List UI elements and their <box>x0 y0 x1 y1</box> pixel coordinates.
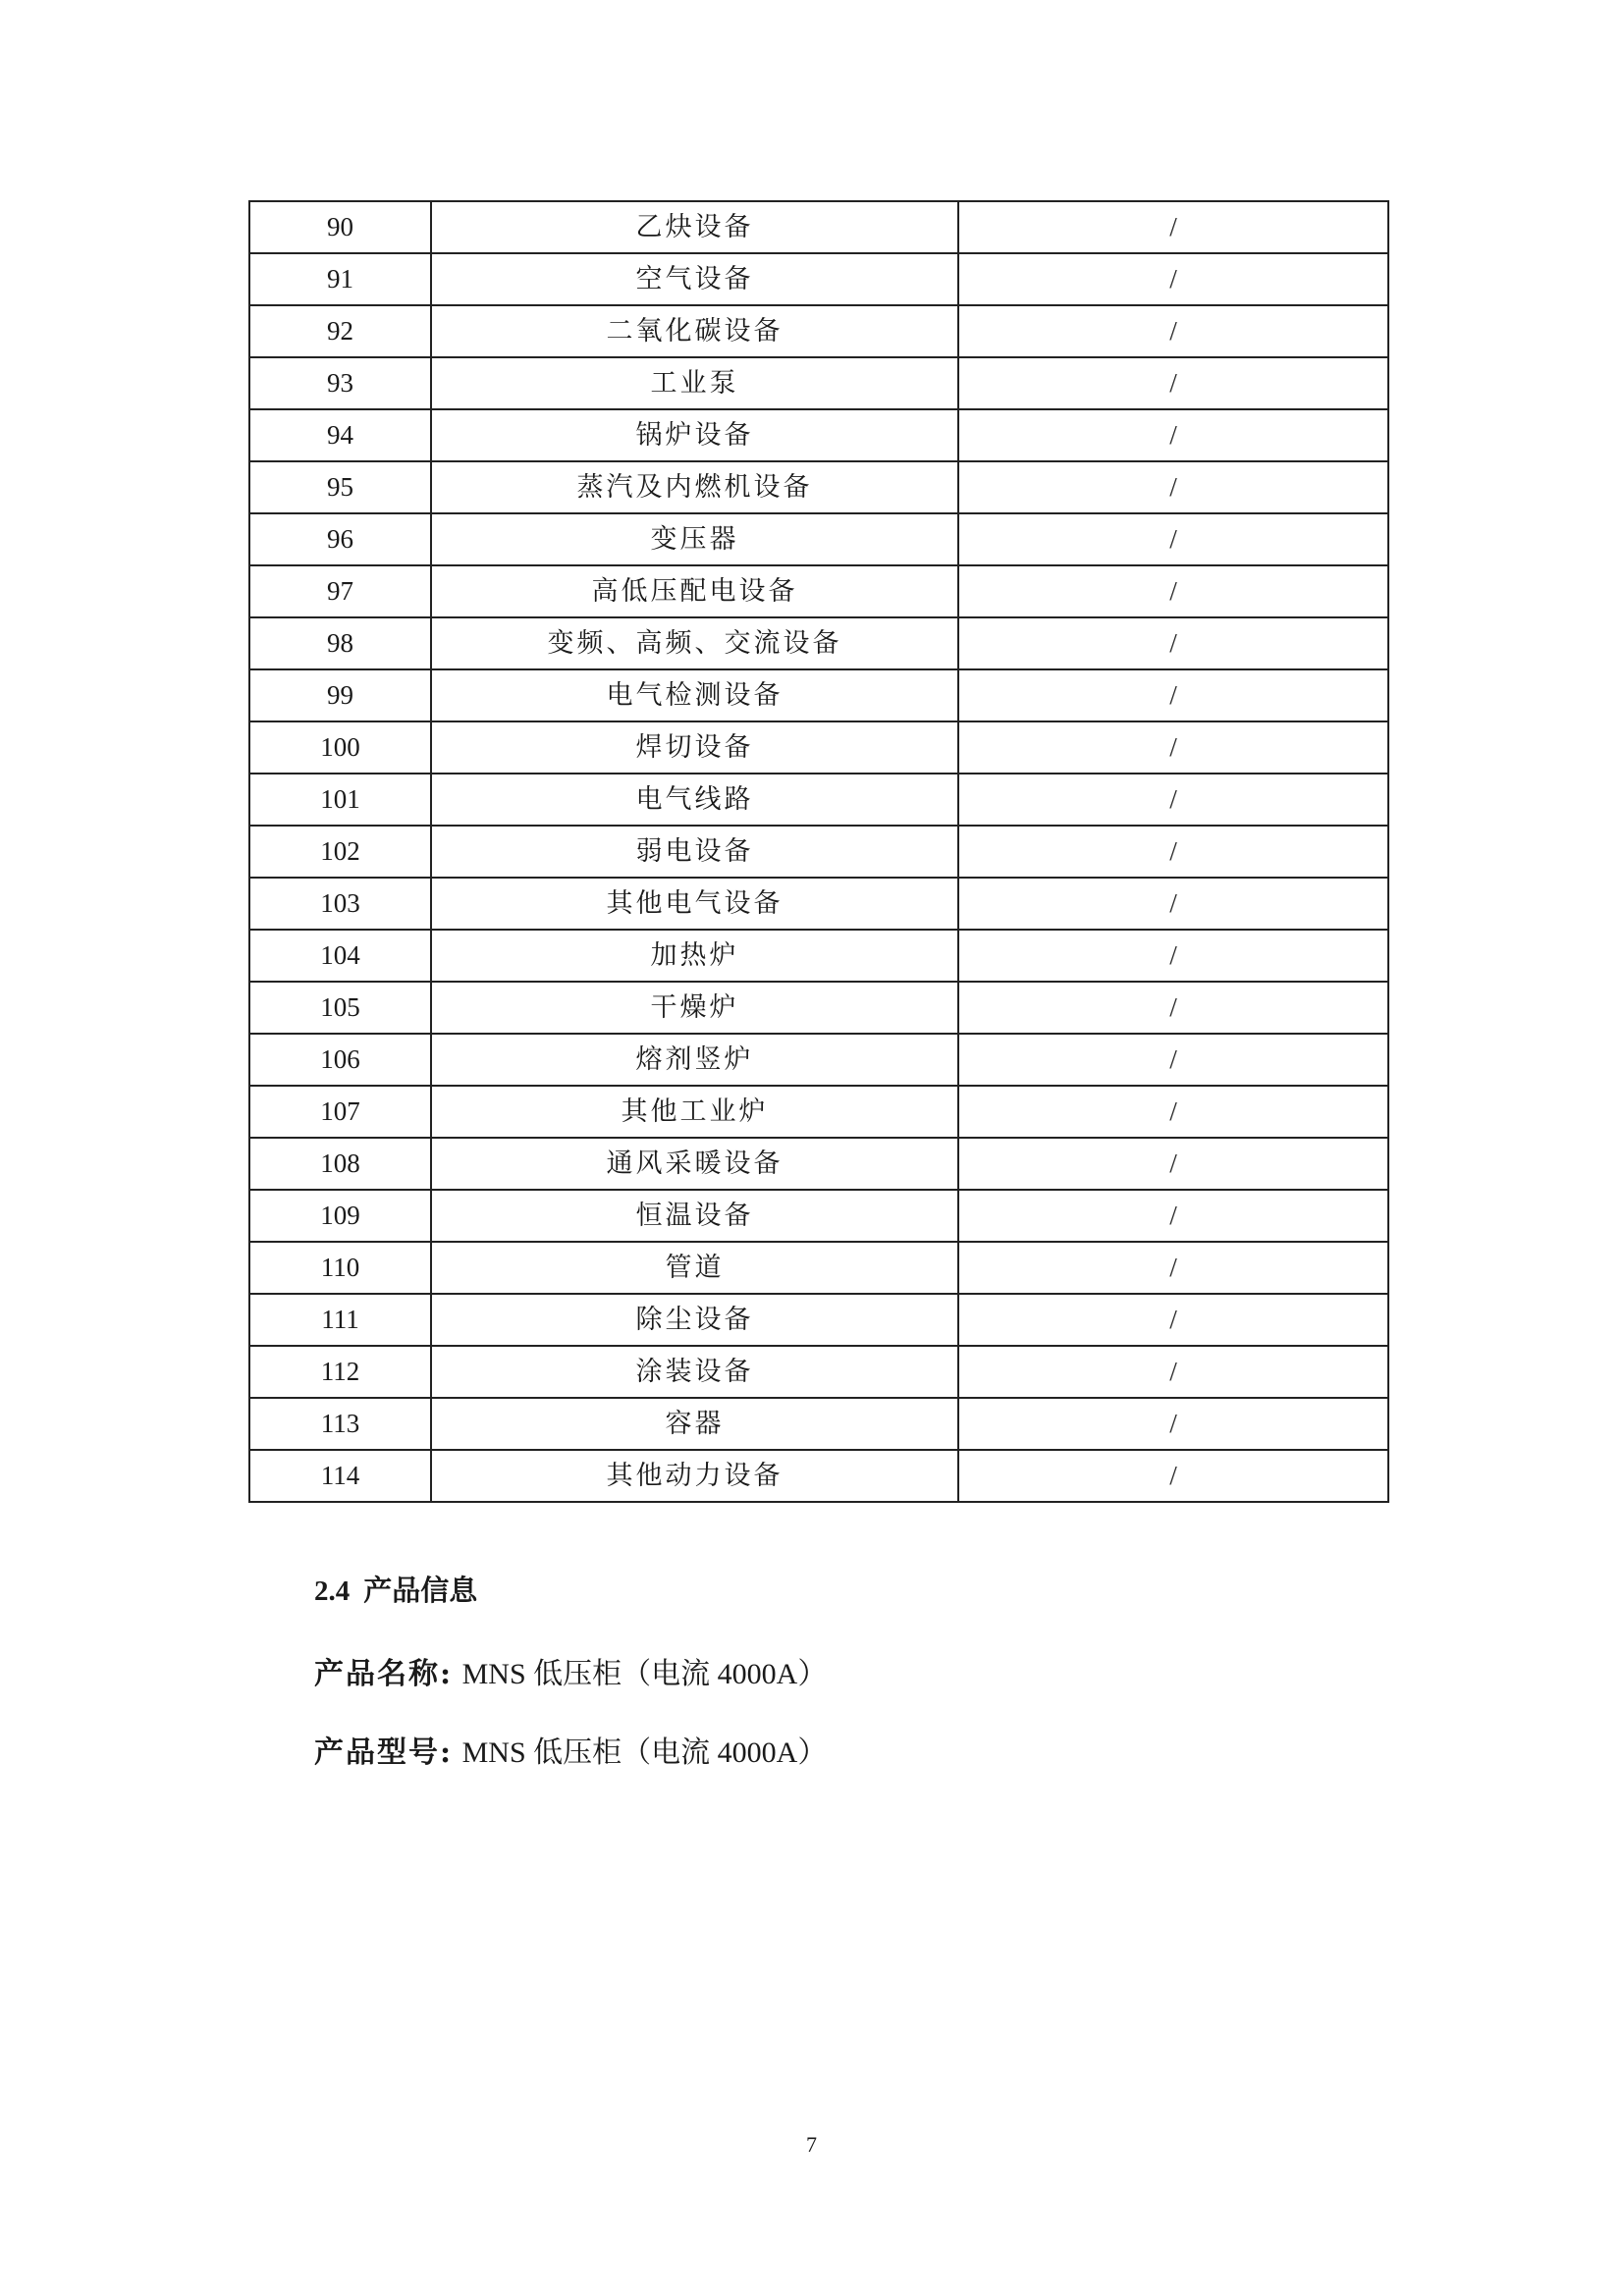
equipment-name-cell: 变压器 <box>431 513 958 565</box>
table-row <box>249 253 1388 305</box>
value-cell: / <box>958 1450 1388 1502</box>
row-number-cell: 100 <box>249 721 431 774</box>
equipment-name-cell: 容器 <box>431 1398 958 1450</box>
table-row <box>249 1086 1388 1138</box>
table-row <box>249 1346 1388 1398</box>
value-cell: / <box>958 565 1388 617</box>
equipment-name-cell: 乙炔设备 <box>431 201 958 253</box>
equipment-name-cell: 通风采暖设备 <box>431 1138 958 1190</box>
equipment-name-cell: 蒸汽及内燃机设备 <box>431 461 958 513</box>
value-cell: / <box>958 461 1388 513</box>
table-row <box>249 878 1388 930</box>
value-cell: / <box>958 409 1388 461</box>
value-cell: / <box>958 357 1388 409</box>
equipment-name-cell: 干燥炉 <box>431 982 958 1034</box>
row-number-cell: 107 <box>249 1086 431 1138</box>
equipment-name-cell: 涂装设备 <box>431 1346 958 1398</box>
product-model-label: 产品型号: <box>314 1735 454 1770</box>
equipment-name-cell: 管道 <box>431 1242 958 1294</box>
row-number-cell: 101 <box>249 774 431 826</box>
value-cell: / <box>958 1294 1388 1346</box>
equipment-name-cell: 焊切设备 <box>431 721 958 774</box>
value-cell: / <box>958 253 1388 305</box>
page-number: 7 <box>806 2132 817 2157</box>
value-cell: / <box>958 930 1388 982</box>
equipment-name-cell: 熔剂竖炉 <box>431 1034 958 1086</box>
value-cell: / <box>958 878 1388 930</box>
equipment-name-cell: 其他动力设备 <box>431 1450 958 1502</box>
table-row <box>249 1398 1388 1450</box>
table-row <box>249 1034 1388 1086</box>
table-row <box>249 721 1388 774</box>
equipment-name-cell: 电气检测设备 <box>431 669 958 721</box>
value-cell: / <box>958 617 1388 669</box>
equipment-name-cell: 工业泵 <box>431 357 958 409</box>
row-number-cell: 106 <box>249 1034 431 1086</box>
table-row <box>249 305 1388 357</box>
table-row <box>249 1242 1388 1294</box>
value-cell: / <box>958 1398 1388 1450</box>
equipment-name-cell: 其他工业炉 <box>431 1086 958 1138</box>
section-title: 产品信息 <box>363 1574 478 1607</box>
equipment-name-cell: 空气设备 <box>431 253 958 305</box>
row-number-cell: 94 <box>249 409 431 461</box>
equipment-table <box>248 200 1389 1503</box>
value-cell: / <box>958 669 1388 721</box>
value-cell: / <box>958 1190 1388 1242</box>
row-number-cell: 112 <box>249 1346 431 1398</box>
row-number-cell: 92 <box>249 305 431 357</box>
row-number-cell: 98 <box>249 617 431 669</box>
value-cell: / <box>958 1346 1388 1398</box>
value-cell: / <box>958 201 1388 253</box>
table-row <box>249 1294 1388 1346</box>
equipment-name-cell: 其他电气设备 <box>431 878 958 930</box>
table-row <box>249 409 1388 461</box>
table-row <box>249 1138 1388 1190</box>
equipment-name-cell: 二氧化碳设备 <box>431 305 958 357</box>
value-cell: / <box>958 721 1388 774</box>
row-number-cell: 111 <box>249 1294 431 1346</box>
equipment-name-cell: 变频、高频、交流设备 <box>431 617 958 669</box>
product-model-value: MNS 低压柜（电流 4000A） <box>461 1736 828 1769</box>
equipment-name-cell: 恒温设备 <box>431 1190 958 1242</box>
table-row <box>249 1190 1388 1242</box>
table-row <box>249 669 1388 721</box>
table-row <box>249 513 1388 565</box>
row-number-cell: 109 <box>249 1190 431 1242</box>
product-name-label: 产品名称: <box>314 1657 454 1691</box>
equipment-table-body <box>249 201 1388 1502</box>
value-cell: / <box>958 1138 1388 1190</box>
row-number-cell: 90 <box>249 201 431 253</box>
value-cell: / <box>958 982 1388 1034</box>
product-name-line <box>314 1649 827 1692</box>
row-number-cell: 108 <box>249 1138 431 1190</box>
row-number-cell: 105 <box>249 982 431 1034</box>
row-number-cell: 114 <box>249 1450 431 1502</box>
table-row <box>249 982 1388 1034</box>
section-heading <box>314 1569 477 1609</box>
product-model-line <box>314 1728 827 1771</box>
row-number-cell: 102 <box>249 826 431 878</box>
row-number-cell: 93 <box>249 357 431 409</box>
equipment-name-cell: 电气线路 <box>431 774 958 826</box>
table-row <box>249 1450 1388 1502</box>
product-name-value: MNS 低压柜（电流 4000A） <box>461 1658 828 1690</box>
row-number-cell: 110 <box>249 1242 431 1294</box>
row-number-cell: 95 <box>249 461 431 513</box>
table-row <box>249 617 1388 669</box>
table-row <box>249 201 1388 253</box>
value-cell: / <box>958 774 1388 826</box>
row-number-cell: 103 <box>249 878 431 930</box>
table-row <box>249 357 1388 409</box>
table-row <box>249 930 1388 982</box>
table-row <box>249 826 1388 878</box>
value-cell: / <box>958 1034 1388 1086</box>
equipment-name-cell: 锅炉设备 <box>431 409 958 461</box>
section-number: 2.4 <box>314 1575 351 1607</box>
value-cell: / <box>958 305 1388 357</box>
equipment-name-cell: 除尘设备 <box>431 1294 958 1346</box>
row-number-cell: 96 <box>249 513 431 565</box>
value-cell: / <box>958 1242 1388 1294</box>
row-number-cell: 99 <box>249 669 431 721</box>
value-cell: / <box>958 1086 1388 1138</box>
equipment-name-cell: 高低压配电设备 <box>431 565 958 617</box>
table-row <box>249 565 1388 617</box>
row-number-cell: 91 <box>249 253 431 305</box>
table-row <box>249 774 1388 826</box>
value-cell: / <box>958 513 1388 565</box>
value-cell: / <box>958 826 1388 878</box>
equipment-name-cell: 弱电设备 <box>431 826 958 878</box>
table-row <box>249 461 1388 513</box>
equipment-name-cell: 加热炉 <box>431 930 958 982</box>
row-number-cell: 97 <box>249 565 431 617</box>
row-number-cell: 104 <box>249 930 431 982</box>
row-number-cell: 113 <box>249 1398 431 1450</box>
